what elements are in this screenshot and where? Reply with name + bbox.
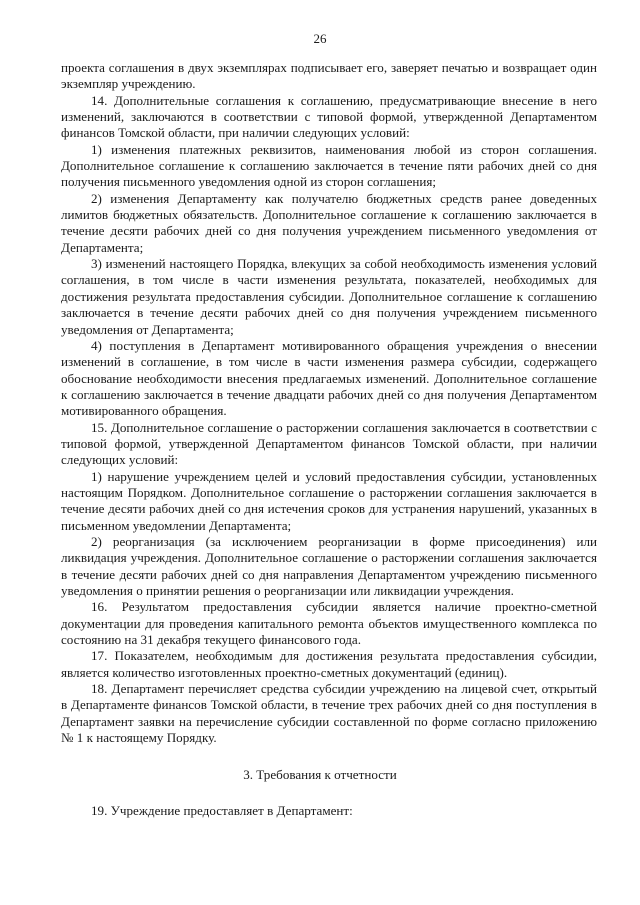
page-number: 26 xyxy=(313,31,327,46)
paragraph: 4) поступления в Департамент мотивированного обращения учреждения о внесении изменений в соглашение, в том числе в части изменения размера субсидии, содержащего обоснование необходимости внесения предлагаемых изменений. Дополнительное соглашение к соглашению заключается в течение двадцати рабочих дней со дня получения Департаментом мотивированного обращения. xyxy=(61,337,597,419)
paragraph: 2) изменения Департаменту как получателю бюджетных средств ранее доведенных лимитов бюджетных обязательств. Дополнительное соглашение к соглашению заключается в течение десяти рабочих дней со дня получения учреждением письменного уведомления от Департамента; xyxy=(61,190,597,255)
paragraph: 16. Результатом предоставления субсидии является наличие проектно-сметной документации для проведения капитального ремонта объектов имущественного комплекса по состоянию на 31 декабря текущего финансового года. xyxy=(61,599,597,648)
paragraph: 2) реорганизация (за исключением реорганизации в форме присоединения) или ликвидация учреждения. Дополнительное соглашение о расторжении соглашения заключается в течение десяти рабочих дней со дня направления Департаментом учреждению письменного уведомления о принятии решения о реорганизации или ликвидации учреждения. xyxy=(61,533,597,598)
paragraph-19 xyxy=(61,803,597,819)
document-body xyxy=(61,60,597,746)
paragraph: 1) изменения платежных реквизитов, наименования любой из сторон соглашения. Дополнительное соглашение к соглашению заключается в течение пяти рабочих дней со дня получения письменного уведомления одной из сторон соглашения; xyxy=(61,141,597,190)
paragraph: проекта соглашения в двух экземплярах подписывает его, заверяет печатью и возвращает один экземпляр учреждению. xyxy=(61,60,597,92)
paragraph: 1) нарушение учреждением целей и условий предоставления субсидии, установленных настоящим Порядком. Дополнительное соглашение о расторжении соглашения заключается в течение десяти рабочих дней со дня истечения сроков для устранения нарушений, указанных в письменном уведомлении Департамента; xyxy=(61,468,597,533)
paragraph: 15. Дополнительное соглашение о расторжении соглашения заключается в соответствии с типовой формой, утвержденной Департаментом финансов Томской области, при наличии следующих условий: xyxy=(61,419,597,468)
paragraph: 17. Показателем, необходимым для достижения результата предоставления субсидии, является количество изготовленных проектно-сметных документаций (единиц). xyxy=(61,648,597,680)
paragraph: 18. Департамент перечисляет средства субсидии учреждению на лицевой счет, открытый в Департаменте финансов Томской области, в течение трех рабочих дней со дня поступления в Департамент заявки на перечисление субсидии составленной по форме согласно приложению № 1 к настоящему Порядку. xyxy=(61,681,597,746)
paragraph: 3) изменений настоящего Порядка, влекущих за собой необходимость изменения условий соглашения, в том числе в части изменения результата, показателей, необходимых для достижения результата предоставления субсидии. Дополнительное соглашение к соглашению заключается в течение десяти рабочих дней со дня получения учреждением письменного уведомления от Департамента; xyxy=(61,256,597,337)
paragraph: 14. Дополнительные соглашения к соглашению, предусматривающие внесение в него изменений, заключаются в соответствии с типовой формой, утвержденной Департаментом финансов Томской области, при наличии следующих условий: xyxy=(61,92,597,141)
paragraph-text: 19. Учреждение предоставляет в Департамент: xyxy=(91,803,353,818)
section-heading: 3. Требования к отчетности xyxy=(243,767,397,782)
